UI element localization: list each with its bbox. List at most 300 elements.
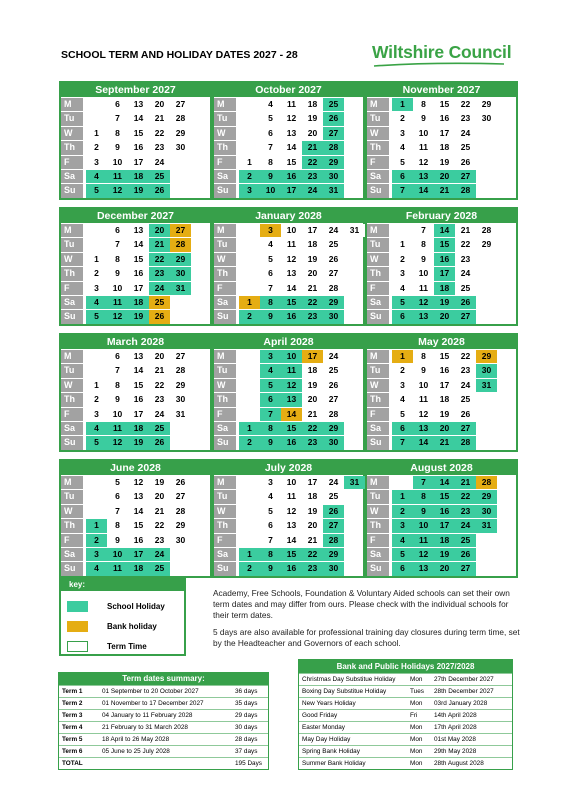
day-cell: 31 (170, 408, 191, 421)
weekday-row (61, 238, 210, 252)
day-cell: 16 (434, 112, 455, 125)
day-cell: 22 (455, 490, 476, 503)
bank-holiday-date: 28th August 2028 (434, 760, 484, 767)
weekday-label: F (367, 156, 389, 169)
weekday-row (367, 253, 516, 267)
logo-swoosh-icon (372, 62, 506, 68)
day-cell: 13 (413, 170, 434, 183)
bank-holiday-name: Easter Monday (302, 724, 345, 731)
weekday-label: F (214, 408, 236, 421)
day-cell: 13 (281, 267, 302, 280)
weekday-row (61, 519, 210, 533)
weekday-row (214, 112, 363, 126)
day-cell: 23 (455, 364, 476, 377)
day-cell: 21 (149, 238, 170, 251)
day-cell: 19 (434, 548, 455, 561)
day-cell: 15 (434, 350, 455, 363)
term-swatch (67, 641, 88, 652)
month-title: March 2028 (61, 335, 210, 349)
day-cell: 26 (455, 156, 476, 169)
weekday-row (367, 364, 516, 378)
bank-holidays-table (298, 659, 513, 770)
day-cell: 3 (392, 519, 413, 532)
day-cell: 16 (434, 364, 455, 377)
bank-holiday-name: Summer Bank Holiday (302, 760, 366, 767)
day-cell: 3 (86, 282, 107, 295)
weekday-label: Sa (61, 548, 83, 561)
day-cell: 28 (323, 408, 344, 421)
day-cell: 13 (128, 224, 149, 237)
month-title: August 2028 (367, 461, 516, 475)
weekday-row (214, 282, 363, 296)
day-cell: 25 (323, 238, 344, 251)
day-cell: 15 (128, 519, 149, 532)
day-cell: 11 (107, 422, 128, 435)
day-cell: 15 (128, 127, 149, 140)
weekday-row (214, 184, 363, 198)
day-cell: 24 (323, 476, 344, 489)
day-cell: 24 (149, 408, 170, 421)
month-days (367, 475, 516, 576)
day-cell: 27 (170, 490, 191, 503)
day-cell: 1 (239, 422, 260, 435)
day-cell: 10 (281, 224, 302, 237)
day-cell: 7 (392, 184, 413, 197)
bank-holiday-day: Mon (410, 748, 423, 755)
day-cell: 5 (392, 296, 413, 309)
bank-holiday-row (299, 745, 512, 757)
day-cell: 5 (107, 476, 128, 489)
weekday-label: Th (367, 519, 389, 532)
day-cell: 13 (128, 350, 149, 363)
day-cell: 18 (128, 562, 149, 575)
weekday-label: Tu (61, 364, 83, 377)
bank-holiday-date: 29th May 2028 (434, 748, 477, 755)
day-cell: 15 (281, 422, 302, 435)
day-cell: 30 (323, 310, 344, 323)
weekday-label: M (214, 224, 236, 237)
weekday-label: Sa (214, 296, 236, 309)
weekday-row (61, 393, 210, 407)
key-title: key: (61, 579, 184, 591)
day-cell: 18 (128, 422, 149, 435)
day-cell: 2 (239, 436, 260, 449)
weekday-row (61, 127, 210, 141)
weekday-label: Sa (367, 422, 389, 435)
day-cell: 6 (392, 310, 413, 323)
day-cell: 19 (434, 408, 455, 421)
day-cell: 26 (323, 505, 344, 518)
day-cell: 9 (413, 112, 434, 125)
key-label-holiday: School Holiday (107, 602, 165, 611)
weekday-row (367, 350, 516, 364)
summary-term: Term 5 (62, 736, 83, 743)
day-cell: 22 (302, 156, 323, 169)
day-cell: 12 (413, 408, 434, 421)
day-cell: 16 (128, 534, 149, 547)
month-title: October 2027 (214, 83, 363, 97)
day-cell: 17 (128, 156, 149, 169)
weekday-row (214, 408, 363, 422)
day-cell: 14 (128, 238, 149, 251)
day-cell: 20 (149, 224, 170, 237)
day-cell: 26 (323, 253, 344, 266)
weekday-label: Tu (367, 490, 389, 503)
weekday-label: Tu (214, 364, 236, 377)
day-cell: 20 (149, 490, 170, 503)
weekday-label: Su (61, 184, 83, 197)
day-cell: 22 (455, 238, 476, 251)
day-cell: 5 (86, 310, 107, 323)
day-cell: 28 (455, 436, 476, 449)
day-cell: 19 (128, 310, 149, 323)
weekday-row (61, 282, 210, 296)
day-cell: 30 (323, 170, 344, 183)
weekday-row (61, 422, 210, 436)
weekday-label: Tu (61, 112, 83, 125)
day-cell: 3 (260, 224, 281, 237)
day-cell: 4 (260, 98, 281, 111)
weekday-label: M (367, 98, 389, 111)
weekday-row (214, 364, 363, 378)
day-cell: 1 (239, 296, 260, 309)
weekday-label: Su (61, 436, 83, 449)
day-cell: 10 (107, 408, 128, 421)
weekday-row (61, 310, 210, 324)
day-cell: 13 (413, 562, 434, 575)
bank-holiday-day: Mon (410, 700, 423, 707)
day-cell: 13 (128, 98, 149, 111)
day-cell: 23 (455, 112, 476, 125)
weekday-row (214, 170, 363, 184)
weekday-row (214, 310, 363, 324)
holiday-swatch (67, 601, 88, 612)
day-cell: 9 (260, 310, 281, 323)
weekday-label: Su (214, 184, 236, 197)
day-cell: 6 (260, 519, 281, 532)
day-cell: 22 (455, 98, 476, 111)
day-cell: 4 (86, 562, 107, 575)
summary-term: Term 2 (62, 700, 83, 707)
weekday-label: F (61, 282, 83, 295)
day-cell: 9 (107, 393, 128, 406)
day-cell: 12 (107, 184, 128, 197)
day-cell: 29 (476, 238, 497, 251)
weekday-row (61, 141, 210, 155)
summary-days: 37 days (235, 748, 258, 755)
day-cell: 20 (302, 393, 323, 406)
weekday-label: Th (367, 141, 389, 154)
weekday-label: W (61, 505, 83, 518)
month-days (214, 97, 363, 198)
day-cell: 17 (434, 267, 455, 280)
weekday-row (367, 519, 516, 533)
month-title: June 2028 (61, 461, 210, 475)
day-cell: 4 (392, 534, 413, 547)
day-cell: 21 (455, 224, 476, 237)
weekday-label: Su (367, 184, 389, 197)
day-cell: 10 (413, 127, 434, 140)
day-cell: 22 (149, 519, 170, 532)
weekday-row (61, 490, 210, 504)
day-cell: 28 (323, 534, 344, 547)
day-cell: 11 (413, 393, 434, 406)
key-label-bank: Bank holiday (107, 622, 157, 631)
day-cell: 19 (302, 505, 323, 518)
weekday-row (61, 548, 210, 562)
bank-holiday-date: 27th December 2027 (434, 676, 494, 683)
month-days (61, 97, 210, 198)
weekday-label: M (214, 350, 236, 363)
day-cell: 31 (476, 519, 497, 532)
weekday-row (367, 408, 516, 422)
weekday-row (214, 393, 363, 407)
day-cell: 8 (260, 548, 281, 561)
day-cell: 18 (302, 238, 323, 251)
weekday-label: Sa (367, 548, 389, 561)
day-cell: 29 (323, 548, 344, 561)
weekday-label: F (214, 156, 236, 169)
bank-holiday-name: May Day Holiday (302, 736, 351, 743)
day-cell: 11 (281, 238, 302, 251)
month-days (214, 349, 363, 450)
day-cell: 29 (323, 156, 344, 169)
day-cell: 5 (392, 548, 413, 561)
day-cell: 20 (434, 170, 455, 183)
weekday-label: Tu (214, 490, 236, 503)
bank-holiday-name: Good Friday (302, 712, 338, 719)
day-cell: 7 (260, 141, 281, 154)
day-cell: 3 (239, 184, 260, 197)
day-cell: 21 (455, 476, 476, 489)
day-cell: 7 (260, 282, 281, 295)
day-cell: 18 (302, 490, 323, 503)
day-cell: 21 (302, 534, 323, 547)
day-cell: 25 (455, 141, 476, 154)
day-cell: 17 (281, 184, 302, 197)
weekday-label: W (367, 253, 389, 266)
bank-holiday-row (299, 697, 512, 709)
day-cell: 4 (260, 490, 281, 503)
bank-holiday-name: Spring Bank Holiday (302, 748, 360, 755)
day-cell: 4 (392, 141, 413, 154)
weekday-row (367, 393, 516, 407)
day-cell: 28 (170, 364, 191, 377)
day-cell: 10 (413, 519, 434, 532)
weekday-label: Sa (367, 296, 389, 309)
day-cell: 10 (107, 282, 128, 295)
day-cell: 25 (455, 393, 476, 406)
day-cell: 9 (413, 505, 434, 518)
weekday-row (367, 422, 516, 436)
weekday-label: F (367, 282, 389, 295)
day-cell: 1 (392, 98, 413, 111)
day-cell: 7 (107, 364, 128, 377)
day-cell: 6 (107, 490, 128, 503)
summary-days: 29 days (235, 712, 258, 719)
day-cell: 6 (260, 267, 281, 280)
weekday-row (214, 156, 363, 170)
weekday-label: F (61, 408, 83, 421)
day-cell: 4 (86, 296, 107, 309)
day-cell: 9 (260, 562, 281, 575)
day-cell: 25 (323, 490, 344, 503)
weekday-row (367, 127, 516, 141)
weekday-row (214, 98, 363, 112)
day-cell: 15 (434, 490, 455, 503)
weekday-row (214, 476, 363, 490)
day-cell: 12 (128, 476, 149, 489)
weekday-row (214, 490, 363, 504)
day-cell: 27 (455, 310, 476, 323)
month-title: January 2028 (214, 209, 363, 223)
day-cell: 24 (323, 224, 344, 237)
weekday-row (367, 224, 516, 238)
day-cell: 23 (455, 505, 476, 518)
day-cell: 9 (260, 170, 281, 183)
day-cell: 19 (434, 156, 455, 169)
weekday-label: F (367, 534, 389, 547)
month-calendar (212, 207, 365, 326)
day-cell: 8 (107, 253, 128, 266)
weekday-row (61, 364, 210, 378)
weekday-row (61, 379, 210, 393)
weekday-label: F (61, 534, 83, 547)
day-cell: 22 (302, 422, 323, 435)
day-cell: 15 (281, 548, 302, 561)
month-calendar (212, 459, 365, 578)
day-cell: 30 (170, 534, 191, 547)
bank-holiday-date: 14th April 2028 (434, 712, 477, 719)
weekday-label: W (61, 253, 83, 266)
weekday-label: Sa (214, 170, 236, 183)
day-cell: 18 (302, 98, 323, 111)
day-cell: 21 (302, 282, 323, 295)
weekday-label: Sa (61, 296, 83, 309)
weekday-row (367, 267, 516, 281)
weekday-row (61, 296, 210, 310)
day-cell: 6 (392, 562, 413, 575)
month-title: July 2028 (214, 461, 363, 475)
day-cell: 2 (86, 534, 107, 547)
day-cell: 17 (434, 127, 455, 140)
day-cell: 29 (170, 519, 191, 532)
weekday-row (367, 184, 516, 198)
day-cell: 28 (476, 476, 497, 489)
day-cell: 9 (413, 253, 434, 266)
day-cell: 13 (281, 393, 302, 406)
day-cell: 26 (149, 310, 170, 323)
weekday-label: Th (367, 393, 389, 406)
bank-holiday-row (299, 673, 512, 685)
day-cell: 24 (455, 127, 476, 140)
summary-row (59, 745, 268, 756)
day-cell: 7 (392, 436, 413, 449)
day-cell: 23 (302, 170, 323, 183)
weekday-row (367, 490, 516, 504)
weekday-label: W (367, 505, 389, 518)
day-cell: 11 (413, 282, 434, 295)
day-cell: 16 (281, 436, 302, 449)
key-label-term: Term Time (107, 642, 147, 651)
day-cell: 30 (476, 505, 497, 518)
day-cell: 2 (239, 170, 260, 183)
day-cell: 22 (149, 379, 170, 392)
day-cell: 2 (86, 393, 107, 406)
day-cell: 21 (149, 505, 170, 518)
weekday-label: M (61, 350, 83, 363)
summary-dates: 01 September to 20 October 2027 (102, 688, 199, 695)
weekday-label: Th (61, 267, 83, 280)
weekday-row (367, 238, 516, 252)
day-cell: 9 (107, 267, 128, 280)
day-cell: 15 (128, 379, 149, 392)
day-cell: 24 (455, 519, 476, 532)
day-cell: 27 (455, 170, 476, 183)
day-cell: 5 (260, 253, 281, 266)
day-cell: 26 (149, 184, 170, 197)
weekday-label: M (367, 224, 389, 237)
weekday-label: M (61, 476, 83, 489)
day-cell: 6 (392, 422, 413, 435)
weekday-label: M (367, 476, 389, 489)
council-logo: Wiltshire Council (372, 42, 512, 62)
weekday-label: Th (367, 267, 389, 280)
weekday-row (214, 350, 363, 364)
month-calendar (365, 333, 518, 452)
day-cell: 19 (128, 184, 149, 197)
month-days (367, 223, 516, 324)
month-days (61, 223, 210, 324)
weekday-row (367, 112, 516, 126)
weekday-row (367, 505, 516, 519)
bank-holiday-row (299, 757, 512, 769)
day-cell: 27 (170, 224, 191, 237)
weekday-label: Th (214, 267, 236, 280)
day-cell: 14 (281, 534, 302, 547)
weekday-label: F (214, 534, 236, 547)
day-cell: 7 (107, 505, 128, 518)
page-title: SCHOOL TERM AND HOLIDAY DATES 2027 - 28 (61, 49, 298, 61)
weekday-label: M (61, 98, 83, 111)
weekday-row (61, 184, 210, 198)
day-cell: 13 (413, 422, 434, 435)
summary-days: 35 days (235, 700, 258, 707)
day-cell: 3 (86, 408, 107, 421)
weekday-label: Th (61, 393, 83, 406)
weekday-label: Tu (367, 112, 389, 125)
weekday-row (61, 112, 210, 126)
day-cell: 8 (260, 296, 281, 309)
bank-holiday-name: Boxing Day Substitue Holiday (302, 688, 387, 695)
weekday-row (367, 436, 516, 450)
day-cell: 12 (107, 436, 128, 449)
weekday-label: W (367, 379, 389, 392)
day-cell: 20 (149, 350, 170, 363)
day-cell: 25 (149, 170, 170, 183)
day-cell: 14 (413, 436, 434, 449)
day-cell: 29 (170, 253, 191, 266)
weekday-label: W (367, 127, 389, 140)
day-cell: 25 (455, 282, 476, 295)
day-cell: 18 (434, 534, 455, 547)
day-cell: 29 (170, 379, 191, 392)
info-paragraph-2: 5 days are also available for professional training day closures during term time, set by the Headteacher and Governors of each school. (213, 627, 520, 648)
day-cell: 28 (170, 505, 191, 518)
day-cell: 27 (170, 98, 191, 111)
bank-holiday-day: Mon (410, 736, 423, 743)
day-cell: 27 (455, 422, 476, 435)
